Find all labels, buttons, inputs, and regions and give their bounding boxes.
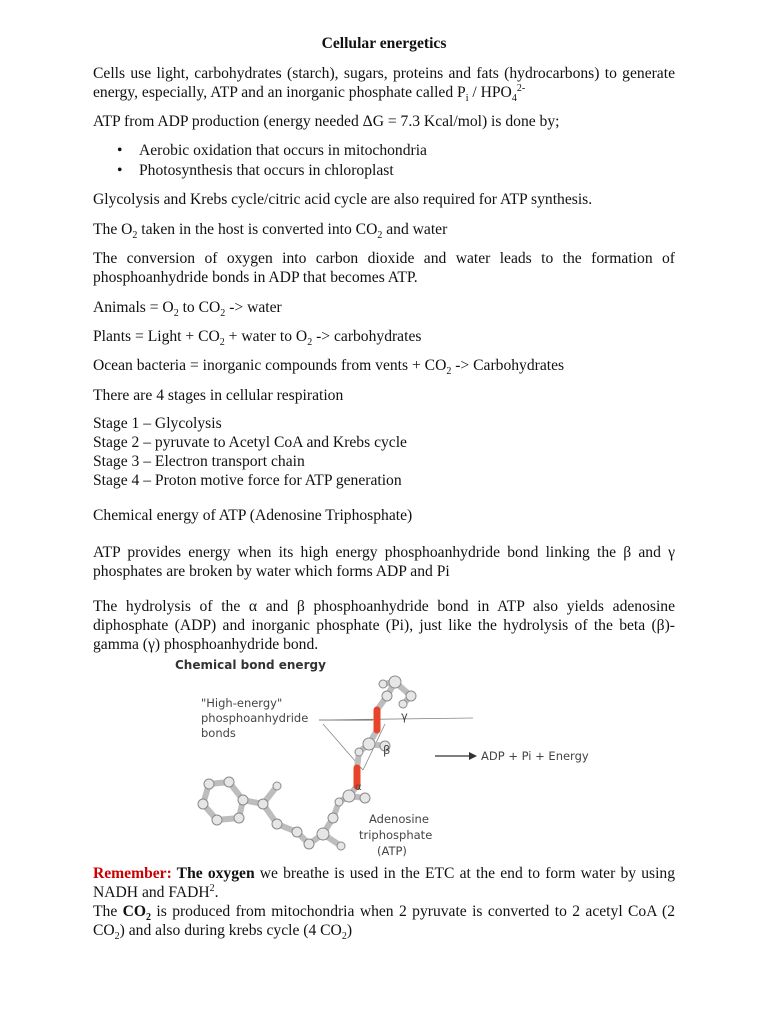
- stages-intro: There are 4 stages in cellular respiration: [93, 387, 344, 404]
- text: The: [93, 903, 123, 920]
- bullet-item: [93, 141, 675, 161]
- stage-item: Stage 3 – Electron transport chain: [93, 453, 305, 470]
- remember-end: .: [214, 884, 219, 901]
- bullet-icon: •: [117, 142, 123, 159]
- subscript-2: 2: [173, 308, 179, 320]
- text: ): [346, 922, 353, 939]
- subscript-2: 2: [446, 366, 452, 378]
- subscript-4: 4: [511, 93, 517, 105]
- text: is produced from mitochondria when 2 pyruvate is converted to 2 acetyl CoA (2 CO: [93, 903, 676, 939]
- conversion-paragraph: The conversion of oxygen into carbon dioxide and water leads to the formation of phosphoanhydride bonds in ADP that becomes ATP.: [93, 250, 675, 286]
- animals-line: [93, 298, 675, 320]
- label-phosphoanhydride: phosphoanhydride: [201, 711, 309, 725]
- remember-label: Remember:: [93, 865, 172, 882]
- products-label: ADP + Pi + Energy: [481, 749, 589, 763]
- bullet-icon: •: [117, 162, 123, 179]
- stage-list: [93, 414, 675, 490]
- figure-title: Chemical bond energy: [175, 658, 326, 672]
- co2-paragraph: [93, 902, 676, 943]
- bullet-item: [93, 161, 675, 181]
- stage-item: Stage 2 – pyruvate to Acetyl CoA and Krebs cycle: [93, 434, 407, 451]
- intro-text: Cells use light, carbohydrates (starch), sugars, proteins and fats (hydrocarbons) to generate energy, especially, ATP and an inorganic phosphate called P: [93, 65, 675, 101]
- text: + water to O: [224, 328, 308, 345]
- subscript-2: 2: [132, 230, 138, 242]
- text: Ocean bacteria = inorganic compounds from vents + CO: [93, 357, 447, 374]
- atp-molecule-diagram: [173, 654, 593, 860]
- subscript-i: i: [465, 93, 469, 105]
- plants-line: [93, 327, 675, 349]
- text: taken in the host is converted into CO: [137, 221, 378, 238]
- gamma-label: γ: [401, 709, 408, 723]
- remember-bold: The oxygen: [171, 865, 255, 882]
- stage-item: Stage 4 – Proton motive force for ATP generation: [93, 472, 402, 489]
- subscript-2: 2: [220, 308, 226, 320]
- bullet-text: Photosynthesis that occurs in chloroplast: [139, 162, 394, 179]
- ocean-bacteria-line: [93, 356, 675, 378]
- superscript-2: 2: [209, 882, 215, 894]
- intro-paragraph: [93, 64, 675, 105]
- glycolysis-paragraph: Glycolysis and Krebs cycle/citric acid cycle are also required for ATP synthesis.: [93, 191, 593, 208]
- atp-figure: [173, 654, 593, 860]
- intro-text-2: / HPO: [468, 84, 512, 101]
- subscript-2: 2: [114, 931, 120, 943]
- subscript-2: 2: [219, 337, 225, 349]
- text: and water: [382, 221, 448, 238]
- bullet-list: [93, 141, 675, 181]
- atp-production-paragraph: ATP from ADP production (energy needed ΔG = 7.3 Kcal/mol) is done by;: [93, 113, 560, 130]
- co2-bold: [122, 903, 152, 924]
- alpha-label: α: [355, 782, 362, 793]
- stage-item: Stage 1 – Glycolysis: [93, 415, 222, 432]
- text: -> Carbohydrates: [451, 357, 565, 374]
- molecule-label-line2: triphosphate: [359, 828, 433, 842]
- o2-paragraph: [93, 220, 675, 242]
- beta-label: β: [383, 743, 391, 757]
- atp-energy-paragraph: ATP provides energy when its high energy phosphoanhydride bond linking the β and γ phosphates are broken by water which forms ADP and Pi: [93, 544, 675, 580]
- text: ) and also during krebs cycle (4 CO: [119, 922, 342, 939]
- text: Animals = O: [93, 299, 174, 316]
- molecule-label-line3: (ATP): [377, 844, 407, 858]
- label-bonds: bonds: [201, 726, 236, 740]
- subscript-2: 2: [341, 931, 347, 943]
- page-title: Cellular energetics: [321, 35, 447, 52]
- atp-heading-line: Chemical energy of ATP (Adenosine Triphosphate): [93, 507, 413, 524]
- superscript-charge: 2-: [516, 82, 526, 94]
- remember-paragraph: [93, 864, 675, 902]
- subscript-2: 2: [377, 230, 383, 242]
- bullet-text: Aerobic oxidation that occurs in mitochondria: [139, 142, 427, 159]
- text: Plants = Light + CO: [93, 328, 220, 345]
- pointer-line: [319, 718, 473, 720]
- text: CO: [122, 903, 147, 920]
- arrow-head-icon: [469, 752, 477, 760]
- label-high-energy: "High-energy": [201, 696, 283, 710]
- remember-text: we breathe is used in the ETC at the end to form water by using NADH and FADH: [93, 865, 676, 901]
- text: The O: [93, 221, 133, 238]
- hydrolysis-paragraph: The hydrolysis of the α and β phosphoanhydride bond in ATP also yields adenosine diphosphate (ADP) and inorganic phosphate (Pi), just like the hydrolysis of the beta (β)-gamma (γ) phosphoanhydride bond.: [93, 598, 675, 653]
- subscript-2: 2: [146, 912, 152, 924]
- text: -> water: [225, 299, 282, 316]
- text: -> carbohydrates: [312, 328, 422, 345]
- molecule-label-line1: Adenosine: [369, 812, 429, 826]
- text: to CO: [178, 299, 221, 316]
- subscript-2: 2: [307, 337, 313, 349]
